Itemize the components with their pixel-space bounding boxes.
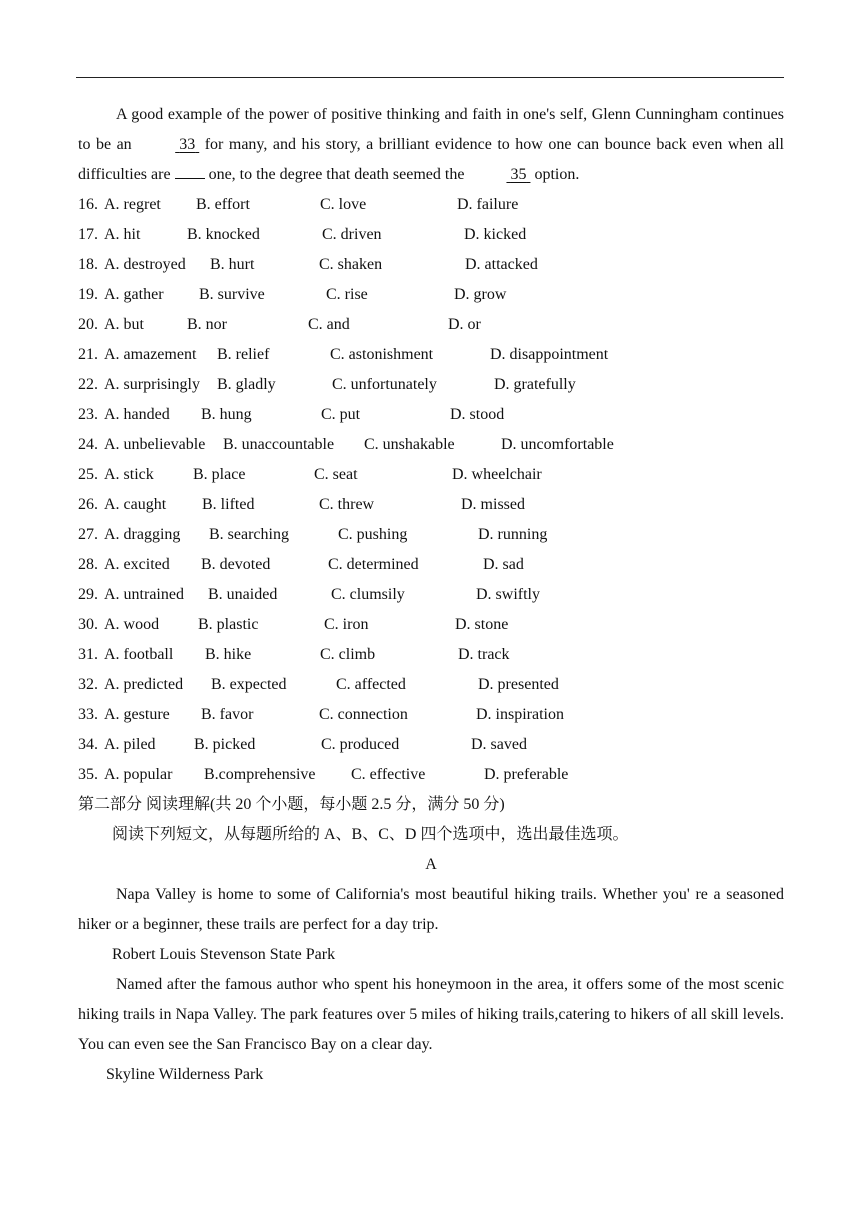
option-b: B. unaccountable — [223, 436, 335, 453]
option-d: D. stone — [455, 616, 509, 633]
option-b: B. hurt — [210, 256, 255, 273]
option-a: A. gesture — [104, 706, 170, 723]
intro-text-2: for many, and his story, a brilliant evidence to how one can bounce back even when all difficulties are — [78, 136, 784, 183]
option-a: A. untrained — [104, 586, 184, 603]
option-c: C. climb — [320, 646, 376, 663]
option-a: A. gather — [104, 286, 164, 303]
option-d: D. gratefully — [494, 376, 576, 393]
passage-intro: Napa Valley is home to some of California's most beautiful hiking trails. Whether you' re a seasoned hiker or a beginner, these trails are perfect for a day trip. — [78, 886, 784, 933]
option-c: C. threw — [319, 496, 375, 513]
question-row — [78, 730, 784, 760]
option-a: A. predicted — [104, 676, 184, 693]
option-a: A. piled — [104, 736, 156, 753]
question-number: 19. — [78, 286, 98, 303]
option-a: A. destroyed — [104, 256, 186, 273]
option-b: B. effort — [196, 196, 250, 213]
question-row — [78, 370, 784, 400]
option-b: B.comprehensive — [204, 766, 316, 783]
option-c: C. love — [320, 196, 367, 213]
question-number: 26. — [78, 496, 98, 513]
option-a: A. unbelievable — [104, 436, 206, 453]
question-row — [78, 700, 784, 730]
option-b: B. hung — [201, 406, 252, 423]
option-c: C. connection — [319, 706, 408, 723]
option-a: A. but — [104, 316, 144, 333]
option-d: D. or — [448, 316, 481, 333]
question-row — [78, 340, 784, 370]
question-number: 27. — [78, 526, 98, 543]
question-row — [78, 430, 784, 460]
question-row — [78, 760, 784, 790]
option-d: D. swiftly — [476, 586, 540, 603]
intro-text-1: A good example of the power of positive thinking and faith in one's self, Glenn Cunningham continues to be an — [78, 106, 784, 153]
option-c: C. put — [321, 406, 361, 423]
option-d: D. inspiration — [476, 706, 564, 723]
option-b: B. favor — [201, 706, 254, 723]
option-c: C. shaken — [319, 256, 383, 273]
option-d: D. attacked — [465, 256, 538, 273]
option-a: A. surprisingly — [104, 376, 200, 393]
option-a: A. wood — [104, 616, 160, 633]
question-row — [78, 190, 784, 220]
question-number: 16. — [78, 196, 98, 213]
question-number: 24. — [78, 436, 98, 453]
option-c: C. seat — [314, 466, 358, 483]
option-b: B. unaided — [208, 586, 278, 603]
option-a: A. caught — [104, 496, 167, 513]
section-title: 第二部分 阅读理解(共 20 个小题，每小题 2.5 分，满分 50 分) — [78, 796, 505, 813]
option-c: C. pushing — [338, 526, 408, 543]
option-c: C. iron — [324, 616, 369, 633]
blank-34-line — [175, 164, 205, 179]
blank-35 — [468, 160, 530, 190]
option-a: A. hit — [104, 226, 141, 243]
intro-text-4: option. — [530, 166, 580, 183]
question-number: 18. — [78, 256, 98, 273]
option-b: B. picked — [194, 736, 256, 753]
question-number: 33. — [78, 706, 98, 723]
question-row — [78, 400, 784, 430]
question-row — [78, 250, 784, 280]
question-row — [78, 310, 784, 340]
option-a: A. excited — [104, 556, 170, 573]
option-d: D. preferable — [484, 766, 569, 783]
option-d: D. uncomfortable — [501, 436, 614, 453]
option-b: B. nor — [187, 316, 227, 333]
option-c: C. driven — [322, 226, 382, 243]
option-c: C. determined — [328, 556, 419, 573]
question-number: 25. — [78, 466, 98, 483]
option-b: B. gladly — [217, 376, 276, 393]
intro-text-3: one, to the degree that death seemed the — [204, 166, 469, 183]
option-a: A. amazement — [104, 346, 197, 363]
option-c: C. effective — [351, 766, 426, 783]
question-row — [78, 550, 784, 580]
option-c: C. clumsily — [331, 586, 405, 603]
option-b: B. plastic — [198, 616, 259, 633]
option-c: C. and — [308, 316, 350, 333]
option-b: B. expected — [211, 676, 287, 693]
option-d: D. presented — [478, 676, 559, 693]
question-row — [78, 640, 784, 670]
option-b: B. knocked — [187, 226, 260, 243]
option-c: C. astonishment — [330, 346, 434, 363]
park-1-name: Robert Louis Stevenson State Park — [112, 946, 336, 963]
option-d: D. stood — [450, 406, 505, 423]
option-b: B. devoted — [201, 556, 271, 573]
option-a: A. stick — [104, 466, 154, 483]
page-content — [78, 100, 784, 1090]
blank-35-number: 35 — [510, 166, 527, 183]
intro-paragraph — [78, 100, 784, 190]
park-2-name: Skyline Wilderness Park — [106, 1066, 264, 1083]
option-c: C. affected — [336, 676, 406, 693]
question-number: 28. — [78, 556, 98, 573]
option-c: C. unfortunately — [332, 376, 437, 393]
option-d: D. sad — [483, 556, 524, 573]
question-number: 29. — [78, 586, 98, 603]
question-row — [78, 490, 784, 520]
option-d: D. running — [478, 526, 548, 543]
question-list — [78, 190, 784, 790]
question-row — [78, 670, 784, 700]
question-row — [78, 610, 784, 640]
option-c: C. unshakable — [364, 436, 455, 453]
option-d: D. failure — [457, 196, 519, 213]
question-row — [78, 580, 784, 610]
option-d: D. track — [458, 646, 510, 663]
question-number: 23. — [78, 406, 98, 423]
option-a: A. popular — [104, 766, 173, 783]
option-d: D. disappointment — [490, 346, 609, 363]
option-d: D. kicked — [464, 226, 527, 243]
question-number: 22. — [78, 376, 98, 393]
option-a: A. handed — [104, 406, 170, 423]
passage-label: A — [425, 856, 437, 873]
option-a: A. regret — [104, 196, 161, 213]
question-number: 35. — [78, 766, 98, 783]
question-number: 32. — [78, 676, 98, 693]
park-1-description: Named after the famous author who spent his honeymoon in the area, it offers some of the most scenic hiking trails in Napa Valley. The park features over 5 miles of hiking trails,catering to hikers of all skill levels. You can even see the San Francisco Bay on a clear day. — [78, 976, 784, 1053]
blank-33-number: 33 — [179, 136, 196, 153]
blank-33 — [137, 130, 199, 160]
question-row — [78, 520, 784, 550]
question-number: 30. — [78, 616, 98, 633]
option-c: C. produced — [321, 736, 400, 753]
option-b: B. hike — [205, 646, 252, 663]
question-number: 17. — [78, 226, 98, 243]
question-number: 34. — [78, 736, 98, 753]
question-number: 20. — [78, 316, 98, 333]
option-d: D. wheelchair — [452, 466, 542, 483]
option-d: D. grow — [454, 286, 507, 303]
option-a: A. football — [104, 646, 174, 663]
option-b: B. searching — [209, 526, 289, 543]
option-d: D. saved — [471, 736, 527, 753]
option-b: B. lifted — [202, 496, 255, 513]
option-d: D. missed — [461, 496, 525, 513]
question-number: 21. — [78, 346, 98, 363]
option-b: B. relief — [217, 346, 270, 363]
option-b: B. place — [193, 466, 246, 483]
header-rule — [76, 77, 784, 78]
section-instruction: 阅读下列短文，从每题所给的 A、B、C、D 四个选项中，选出最佳选项。 — [112, 826, 629, 843]
option-c: C. rise — [326, 286, 368, 303]
question-row — [78, 460, 784, 490]
question-row — [78, 280, 784, 310]
option-a: A. dragging — [104, 526, 181, 543]
question-number: 31. — [78, 646, 98, 663]
question-row — [78, 220, 784, 250]
option-b: B. survive — [199, 286, 265, 303]
